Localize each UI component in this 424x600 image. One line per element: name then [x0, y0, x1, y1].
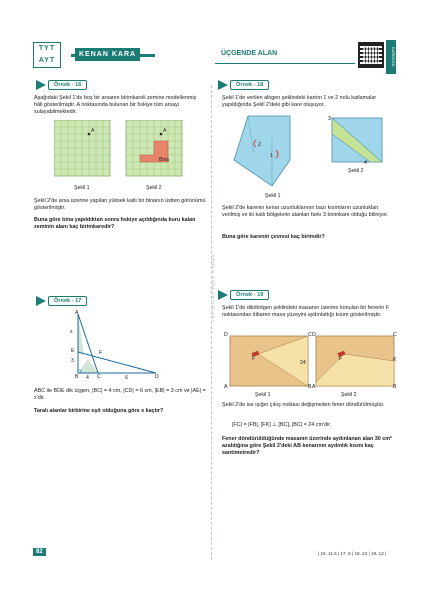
- side-tag: KAREKÖD: [386, 40, 396, 74]
- shaded-region-1: [78, 314, 84, 356]
- ex19-label-K: K: [393, 357, 397, 363]
- flag-icon: [218, 290, 228, 300]
- ex18-number-3: 3: [328, 116, 331, 122]
- grid-2: [126, 120, 182, 176]
- ex18-fig2-caption: Şekil 2: [348, 168, 364, 174]
- ex19-label-C1: C: [308, 332, 312, 338]
- example-19-label: Örnek - 19: [230, 290, 269, 300]
- example-19-text2: Şekil 2'de ise ışığın çıkış noktası değişmeden fener döndürülmüştür.: [222, 402, 385, 408]
- tyt-ayt-badge: [33, 42, 61, 68]
- example-18-text2: Şekil 2'de karenin kenar uzunluklarının bazı kısımların uzunlukları verilmiş ve iki katlı bölgelerin alanları farkı 3 birimkare olduğu biliniyor.: [222, 205, 389, 219]
- building-label: Bina: [159, 157, 170, 163]
- column-divider: [211, 85, 212, 560]
- ex19-label-B2: B: [393, 384, 397, 390]
- section-title: ÜÇGENDE ALAN: [221, 50, 278, 57]
- label-B: B: [75, 374, 79, 380]
- label-A: A: [75, 310, 79, 316]
- publisher-logo: [33, 42, 159, 68]
- ex16-fig2-caption: Şekil 2: [146, 185, 162, 191]
- example-19-text: Şekil 1'de dikdörtgen şeklindeki masanın üzerine konulan bir fenerin F noktasından itibaren masa yüzeyini aydınlattığı kısım gösterilmiştir.: [222, 305, 390, 319]
- point-a-1: A: [91, 128, 95, 134]
- ex19-fig1-caption: Şekil 1: [255, 392, 271, 398]
- example-16-label: Örnek - 16: [48, 80, 87, 90]
- ex18-number-4: 4: [364, 160, 367, 166]
- example-17-question: Taralı alanlar birbirine eşit olduğuna göre x kaçtır?: [34, 408, 164, 414]
- label-3: 3: [71, 358, 74, 364]
- ex19-label-D1: D: [224, 332, 228, 338]
- label-6: 6: [125, 375, 128, 381]
- example-17-figure: [60, 310, 180, 382]
- ex19-label-B1: B: [308, 384, 312, 390]
- label-x: x: [70, 329, 73, 335]
- qr-code-icon[interactable]: [358, 42, 384, 68]
- example-17-label: Örnek - 17: [48, 296, 87, 306]
- label-4: 4: [86, 375, 89, 381]
- ex19-fig2-caption: Şekil 2: [341, 392, 357, 398]
- ex18-fig1-caption: Şekil 1: [265, 193, 281, 199]
- label-F: F: [99, 350, 103, 356]
- example-19-figures: [226, 332, 396, 392]
- tyt-label: TYT: [38, 45, 56, 52]
- example-16-question: Buna göre bina yapıldıktan sonra fıskiye açıldığında kuru kalan zeminin alanı kaç birimkaredir?: [34, 217, 196, 231]
- page-number: 82: [33, 548, 46, 556]
- ex19-label-A1: A: [224, 384, 228, 390]
- example-19-tag: [218, 290, 269, 300]
- label-D: D: [155, 374, 159, 380]
- grid-1: [54, 120, 110, 176]
- ex19-label-A2: A: [312, 384, 316, 390]
- example-17-text: ABC ile BDE dik üçgen, |BC| = 4 cm, |CD| = 6 cm, |EB| = 3 cm ve |AE| = x'dir.: [34, 388, 206, 402]
- ex19-label-D2: D: [312, 332, 316, 338]
- brand-bar: [61, 42, 157, 68]
- flag-icon: [36, 80, 46, 90]
- ayt-label: AYT: [38, 57, 56, 64]
- example-16-tag: [36, 80, 87, 90]
- example-16-text2: Şekil 2'de arsa üzerine yapılan yüksek katlı bir binanın üstten görünümü gösterilmiştir.: [34, 198, 206, 212]
- ex19-label-C2: C: [393, 332, 397, 338]
- ex19-label-24: 24: [300, 360, 306, 366]
- ex16-fig1-caption: Şekil 1: [74, 185, 90, 191]
- brand-name: [75, 48, 140, 61]
- example-18-tag: [218, 80, 269, 90]
- example-18-text: Şekil 1'de verilen altıgen şeklindeki karton 1 ve 2 nolu katlamalar yapıldığında Şekil 2'deki gibi kare oluşuyor.: [222, 95, 377, 109]
- ex19-label-F2: F: [339, 356, 343, 362]
- label-E: E: [71, 348, 75, 354]
- example-16-text: Aşağıdaki Şekil 1'de boş bir arsanın birimkareli zemine modellenmiş hâli gösterilmiştir. A noktasında bulunan bir fıskiye tüm arsayı sulayabilmektedir.: [34, 95, 197, 116]
- ex18-number-1: 1: [270, 153, 273, 159]
- brand-second: KARA: [111, 51, 137, 58]
- answer-key: | 16. 11.5 | 17. 8 | 18. 24 | 19. 13 |: [318, 551, 387, 556]
- divider-label: KENAN KARA YAYINLARI: [211, 255, 216, 322]
- example-18-question: Buna göre karenin çevresi kaç birimdir?: [222, 234, 325, 240]
- example-19-equation: |FC| = |FB|, [FK] ⊥ [BC], |BC| = 24 cm'dir.: [232, 422, 332, 428]
- brand-first: KENAN: [79, 51, 109, 58]
- point-a-2: A: [163, 128, 167, 134]
- flag-icon: [36, 296, 46, 306]
- section-header: [215, 46, 355, 64]
- flag-icon: [218, 80, 228, 90]
- example-19-question: Fener döndürüldüğünde masanın üzerinde aydınlanan alan 30 cm² azaldığına göre Şekil 2'deki AB kenarının aydınlık kısmı kaç santimetredir?: [222, 436, 392, 457]
- label-C: C: [97, 374, 101, 380]
- ex19-label-F1: F: [252, 356, 256, 362]
- ex18-number-2: 2: [258, 142, 261, 148]
- hexagon-shape: [234, 116, 290, 186]
- example-18-figures: [228, 112, 388, 192]
- example-18-label: Örnek - 18: [230, 80, 269, 90]
- example-17-tag: [36, 296, 87, 306]
